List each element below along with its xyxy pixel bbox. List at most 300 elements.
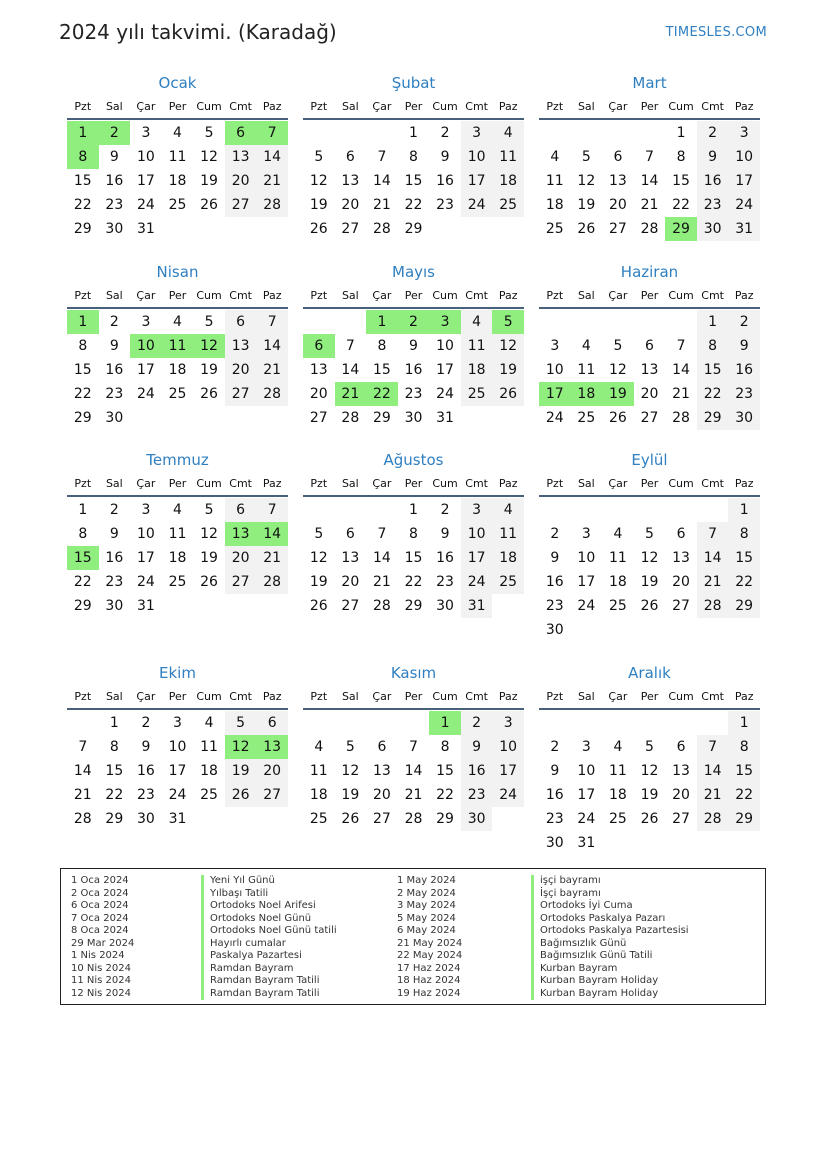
day-cell: 10 [545, 362, 564, 378]
day-cell: 6 [225, 498, 257, 522]
weekday-label: Pzt [310, 289, 328, 302]
header-divider [539, 495, 760, 497]
weekday-label: Paz [498, 477, 518, 490]
day-cell: 13 [372, 763, 391, 779]
day-cell: 11 [608, 763, 627, 779]
day-cell: 30 [697, 217, 729, 241]
header-divider [67, 495, 288, 497]
weekday-label: Per [404, 477, 423, 490]
day-cell: 12 [577, 173, 596, 189]
day-cell: 24 [436, 386, 454, 402]
day-cell: 15 [404, 173, 423, 189]
day-cell: 24 [168, 787, 187, 803]
day-cell: 20 [309, 386, 328, 402]
day-cell: 22 [404, 197, 423, 213]
day-cell: 5 [204, 125, 214, 141]
day-cell: 11 [168, 149, 187, 165]
day-cell: 24 [461, 570, 493, 594]
day-cell: 18 [545, 197, 564, 213]
day-cell: 9 [109, 338, 119, 354]
month-name: Ocak [158, 74, 197, 92]
day-cell: 22 [73, 574, 92, 590]
weekday-label: Sal [341, 690, 359, 703]
day-cell: 22 [404, 574, 423, 590]
weekday-label: Çar [608, 289, 628, 302]
holiday-day-cell: 12 [225, 735, 257, 759]
legend-date: 21 May 2024 [397, 937, 463, 949]
day-cell: 24 [728, 193, 760, 217]
day-cell: 27 [256, 783, 288, 807]
day-cell: 22 [73, 197, 92, 213]
holiday-day-cell: 8 [67, 145, 99, 169]
day-cell: 8 [409, 149, 418, 165]
day-cell: 29 [105, 811, 124, 827]
weekday-label: Pzt [310, 477, 328, 490]
weekday-label: Çar [608, 100, 628, 113]
day-cell: 25 [577, 410, 596, 426]
weekday-label: Cum [668, 100, 694, 113]
day-cell: 29 [404, 221, 423, 237]
holiday-day-cell: 5 [492, 310, 524, 334]
legend-date: 5 May 2024 [397, 912, 456, 924]
holiday-day-cell: 7 [256, 121, 288, 145]
weekday-label: Paz [734, 289, 754, 302]
day-cell: 21 [256, 546, 288, 570]
day-cell: 17 [461, 169, 493, 193]
weekday-label: Pzt [546, 690, 564, 703]
day-cell: 18 [168, 362, 187, 378]
day-cell: 5 [645, 739, 654, 755]
day-cell: 29 [73, 221, 92, 237]
day-cell: 9 [109, 526, 119, 542]
day-cell: 1 [728, 711, 760, 735]
weekday-label: Paz [734, 100, 754, 113]
day-cell: 4 [613, 739, 623, 755]
legend-holiday-name: Ortodoks Noel Günü tatili [201, 925, 337, 938]
day-cell: 3 [461, 498, 493, 522]
weekday-label: Sal [105, 289, 123, 302]
weekday-header [303, 690, 524, 704]
day-cell: 4 [204, 715, 214, 731]
day-cell: 16 [461, 759, 493, 783]
day-cell: 12 [309, 550, 328, 566]
day-cell: 28 [256, 193, 288, 217]
day-cell: 6 [676, 526, 686, 542]
day-cell: 5 [314, 526, 324, 542]
day-cell: 6 [345, 526, 355, 542]
day-cell: 8 [78, 338, 88, 354]
holiday-day-cell: 2 [398, 310, 430, 334]
day-cell: 4 [314, 739, 324, 755]
day-cell: 14 [256, 145, 288, 169]
day-cell: 6 [676, 739, 686, 755]
day-cell: 3 [173, 715, 182, 731]
weekday-label: Cum [668, 477, 694, 490]
day-cell: 11 [577, 362, 596, 378]
day-cell: 19 [492, 358, 524, 382]
day-cell: 20 [225, 546, 257, 570]
day-cell: 6 [613, 149, 623, 165]
day-cell: 17 [461, 546, 493, 570]
day-cell: 14 [341, 362, 360, 378]
day-cell: 12 [200, 526, 218, 542]
day-cell: 20 [225, 169, 257, 193]
day-cell: 22 [672, 197, 690, 213]
day-cell: 7 [697, 735, 729, 759]
holiday-day-cell: 2 [99, 121, 131, 145]
day-cell: 3 [141, 314, 151, 330]
month-name: Mart [632, 74, 667, 92]
day-cell: 4 [461, 310, 493, 334]
legend-holiday-name: Kurban Bayram Holiday [531, 975, 689, 988]
day-cell: 19 [341, 787, 360, 803]
day-cell: 14 [640, 173, 659, 189]
holiday-day-cell: 29 [665, 217, 697, 241]
legend-date: 1 Oca 2024 [71, 875, 129, 886]
day-cell: 11 [168, 526, 187, 542]
month-name: Nisan [156, 263, 199, 281]
day-cell: 31 [461, 594, 493, 618]
day-cell: 27 [672, 811, 690, 827]
day-cell: 21 [372, 197, 391, 213]
day-cell: 16 [545, 574, 564, 590]
day-cell: 19 [225, 759, 257, 783]
weekday-label: Per [404, 690, 423, 703]
day-cell: 12 [640, 763, 659, 779]
day-cell: 25 [200, 787, 218, 803]
day-cell: 19 [309, 197, 328, 213]
day-cell: 23 [545, 598, 564, 614]
weekday-label: Per [404, 289, 423, 302]
weekday-label: Cum [432, 690, 458, 703]
header-divider [303, 708, 524, 710]
day-cell: 8 [377, 338, 387, 354]
day-cell: 4 [492, 498, 524, 522]
day-cell: 28 [372, 221, 391, 237]
day-cell: 23 [136, 787, 155, 803]
header-divider [303, 495, 524, 497]
weekday-label: Paz [262, 100, 282, 113]
month-name: Mayıs [392, 263, 435, 281]
legend-holiday-name: Ramdan Bayram Tatili [201, 975, 337, 988]
weekday-header [539, 477, 760, 491]
day-cell: 27 [341, 598, 360, 614]
day-cell: 23 [404, 386, 423, 402]
day-cell: 9 [550, 550, 560, 566]
holiday-day-cell: 21 [335, 382, 367, 406]
header-divider [67, 708, 288, 710]
day-cell: 7 [345, 338, 355, 354]
weekday-label: Sal [105, 690, 123, 703]
day-cell: 20 [341, 197, 360, 213]
weekday-label: Per [404, 100, 423, 113]
day-cell: 7 [697, 522, 729, 546]
month-name: Kasım [390, 664, 437, 682]
day-cell: 15 [728, 759, 760, 783]
day-cell: 17 [136, 550, 155, 566]
day-cell: 11 [309, 763, 328, 779]
day-cell: 11 [545, 173, 564, 189]
day-cell: 11 [492, 145, 524, 169]
day-cell: 23 [436, 197, 454, 213]
legend-holiday-name: Ortodoks Noel Arifesi [201, 900, 337, 913]
day-cell: 20 [672, 574, 690, 590]
day-cell: 12 [309, 173, 328, 189]
day-cell: 7 [377, 526, 387, 542]
day-cell: 1 [697, 310, 729, 334]
day-cell: 17 [168, 763, 187, 779]
day-cell: 3 [550, 338, 560, 354]
weekday-label: Cmt [701, 690, 724, 703]
day-cell: 4 [173, 502, 182, 518]
day-cell: 28 [404, 811, 423, 827]
weekday-label: Çar [372, 100, 392, 113]
day-cell: 31 [728, 217, 760, 241]
day-cell: 27 [225, 382, 257, 406]
day-cell: 29 [436, 811, 454, 827]
day-cell: 19 [309, 574, 328, 590]
day-cell: 26 [200, 574, 218, 590]
day-cell: 28 [256, 382, 288, 406]
weekday-label: Per [640, 100, 659, 113]
day-cell: 23 [728, 382, 760, 406]
legend-dates-right [397, 875, 462, 1000]
day-cell: 30 [545, 835, 564, 851]
day-cell: 9 [440, 149, 450, 165]
day-cell: 1 [676, 125, 686, 141]
day-cell: 9 [409, 338, 418, 354]
day-cell: 23 [545, 811, 564, 827]
day-cell: 15 [105, 763, 124, 779]
day-cell: 22 [728, 783, 760, 807]
weekday-label: Sal [105, 477, 123, 490]
day-cell: 18 [608, 787, 627, 803]
day-cell: 2 [461, 711, 493, 735]
day-cell: 18 [608, 574, 627, 590]
weekday-label: Sal [341, 100, 359, 113]
legend-date: 29 Mar 2024 [71, 937, 135, 949]
day-cell: 15 [404, 550, 423, 566]
day-cell: 16 [728, 358, 760, 382]
weekday-label: Pzt [310, 690, 328, 703]
legend-date: 22 May 2024 [397, 950, 463, 961]
day-cell: 26 [225, 783, 257, 807]
legend-date: 8 Oca 2024 [71, 925, 129, 936]
legend-date: 2 Oca 2024 [71, 887, 129, 899]
weekday-header [67, 289, 288, 303]
weekday-label: Çar [372, 289, 392, 302]
weekday-label: Sal [577, 477, 595, 490]
header-divider [539, 708, 760, 710]
day-cell: 30 [461, 807, 493, 831]
day-cell: 24 [545, 410, 564, 426]
holiday-day-cell: 18 [571, 382, 603, 406]
day-cell: 10 [168, 739, 187, 755]
month-name: Temmuz [146, 451, 209, 469]
month-name: Ekim [159, 664, 196, 682]
day-cell: 13 [672, 550, 690, 566]
day-cell: 9 [697, 145, 729, 169]
day-cell: 7 [676, 338, 686, 354]
day-cell: 30 [105, 221, 124, 237]
day-cell: 8 [697, 334, 729, 358]
day-cell: 9 [109, 149, 119, 165]
day-cell: 8 [676, 149, 686, 165]
day-cell: 24 [577, 811, 596, 827]
day-cell: 8 [109, 739, 119, 755]
day-cell: 27 [341, 221, 360, 237]
weekday-label: Sal [105, 100, 123, 113]
holiday-day-cell: 1 [67, 121, 99, 145]
day-cell: 24 [577, 598, 596, 614]
day-cell: 30 [105, 598, 124, 614]
day-cell: 17 [728, 169, 760, 193]
page-title: 2024 yılı takvimi. (Karadağ) [59, 20, 337, 44]
day-cell: 26 [577, 221, 596, 237]
day-cell: 4 [613, 526, 623, 542]
day-cell: 30 [728, 406, 760, 430]
legend-holiday-name: Ortodoks Noel Günü [201, 913, 337, 926]
day-cell: 5 [225, 711, 257, 735]
day-cell: 2 [728, 310, 760, 334]
day-cell: 15 [672, 173, 690, 189]
day-cell: 17 [492, 759, 524, 783]
day-cell: 5 [204, 502, 214, 518]
legend-date: 17 Haz 2024 [397, 962, 461, 974]
day-cell: 30 [436, 598, 454, 614]
day-cell: 26 [608, 410, 627, 426]
day-cell: 9 [728, 334, 760, 358]
weekday-label: Sal [577, 289, 595, 302]
header-divider [539, 307, 760, 309]
day-cell: 20 [225, 358, 257, 382]
weekday-label: Çar [136, 477, 156, 490]
day-cell: 25 [168, 197, 187, 213]
day-cell: 25 [168, 386, 187, 402]
day-cell: 28 [372, 598, 391, 614]
day-cell: 10 [728, 145, 760, 169]
day-cell: 27 [608, 221, 627, 237]
day-cell: 5 [645, 526, 654, 542]
day-cell: 29 [697, 406, 729, 430]
legend-date: 2 May 2024 [397, 887, 456, 899]
day-cell: 15 [372, 362, 391, 378]
day-cell: 22 [697, 382, 729, 406]
day-cell: 21 [672, 386, 690, 402]
day-cell: 24 [136, 197, 155, 213]
day-cell: 10 [461, 145, 493, 169]
holiday-day-cell: 1 [366, 310, 398, 334]
weekday-label: Per [168, 477, 187, 490]
day-cell: 2 [697, 121, 729, 145]
day-cell: 10 [461, 522, 493, 546]
month-name: Şubat [391, 74, 436, 92]
day-cell: 7 [377, 149, 387, 165]
legend-holiday-name: Hayırlı cumalar [201, 938, 337, 951]
day-cell: 10 [577, 763, 596, 779]
weekday-label: Cum [196, 690, 222, 703]
weekday-label: Cum [432, 100, 458, 113]
day-cell: 12 [200, 149, 218, 165]
weekday-label: Cmt [229, 100, 252, 113]
brand-link[interactable]: TIMESLES.COM [665, 25, 767, 40]
day-cell: 26 [492, 382, 524, 406]
legend-date: 3 May 2024 [397, 900, 456, 911]
day-cell: 18 [168, 173, 187, 189]
day-cell: 1 [78, 502, 88, 518]
day-cell: 14 [256, 334, 288, 358]
legend-date: 7 Oca 2024 [71, 912, 129, 924]
day-cell: 16 [105, 173, 124, 189]
day-cell: 4 [173, 314, 182, 330]
day-cell: 27 [640, 410, 659, 426]
weekday-label: Paz [498, 690, 518, 703]
weekday-label: Paz [262, 690, 282, 703]
day-cell: 21 [697, 783, 729, 807]
day-cell: 2 [440, 502, 450, 518]
day-cell: 27 [672, 598, 690, 614]
weekday-header [539, 289, 760, 303]
weekday-label: Per [168, 690, 187, 703]
weekday-label: Cum [196, 100, 222, 113]
legend-holiday-name: işçi bayramı [531, 875, 689, 888]
day-cell: 5 [613, 338, 623, 354]
weekday-label: Cum [668, 289, 694, 302]
day-cell: 8 [728, 735, 760, 759]
holiday-day-cell: 15 [67, 546, 99, 570]
header-divider [67, 118, 288, 120]
day-cell: 23 [461, 783, 493, 807]
weekday-label: Çar [136, 100, 156, 113]
weekday-label: Çar [372, 690, 392, 703]
day-cell: 20 [640, 386, 659, 402]
weekday-label: Pzt [74, 100, 92, 113]
holiday-day-cell: 1 [429, 711, 461, 735]
day-cell: 29 [728, 594, 760, 618]
legend-holiday-name: Bağımsızlık Günü Tatili [531, 950, 689, 963]
weekday-label: Sal [577, 690, 595, 703]
day-cell: 25 [492, 570, 524, 594]
weekday-label: Cmt [229, 477, 252, 490]
day-cell: 16 [105, 362, 124, 378]
day-cell: 9 [550, 763, 560, 779]
day-cell: 28 [73, 811, 92, 827]
day-cell: 13 [225, 145, 257, 169]
day-cell: 28 [697, 807, 729, 831]
weekday-header [539, 690, 760, 704]
weekday-label: Cmt [701, 477, 724, 490]
day-cell: 29 [73, 598, 92, 614]
day-cell: 29 [404, 598, 423, 614]
weekday-label: Pzt [74, 289, 92, 302]
day-cell: 19 [640, 574, 659, 590]
day-cell: 30 [136, 811, 155, 827]
day-cell: 1 [409, 125, 418, 141]
legend-date: 12 Nis 2024 [71, 987, 131, 999]
day-cell: 14 [697, 546, 729, 570]
day-cell: 5 [581, 149, 591, 165]
header-divider [303, 118, 524, 120]
day-cell: 3 [728, 121, 760, 145]
legend-holiday-name: Paskalya Pazartesi [201, 950, 337, 963]
day-cell: 8 [440, 739, 450, 755]
legend-names-left [201, 875, 337, 1000]
day-cell: 26 [200, 197, 218, 213]
day-cell: 15 [73, 173, 92, 189]
weekday-header [67, 690, 288, 704]
day-cell: 26 [640, 598, 659, 614]
legend-date: 1 Nis 2024 [71, 950, 125, 961]
